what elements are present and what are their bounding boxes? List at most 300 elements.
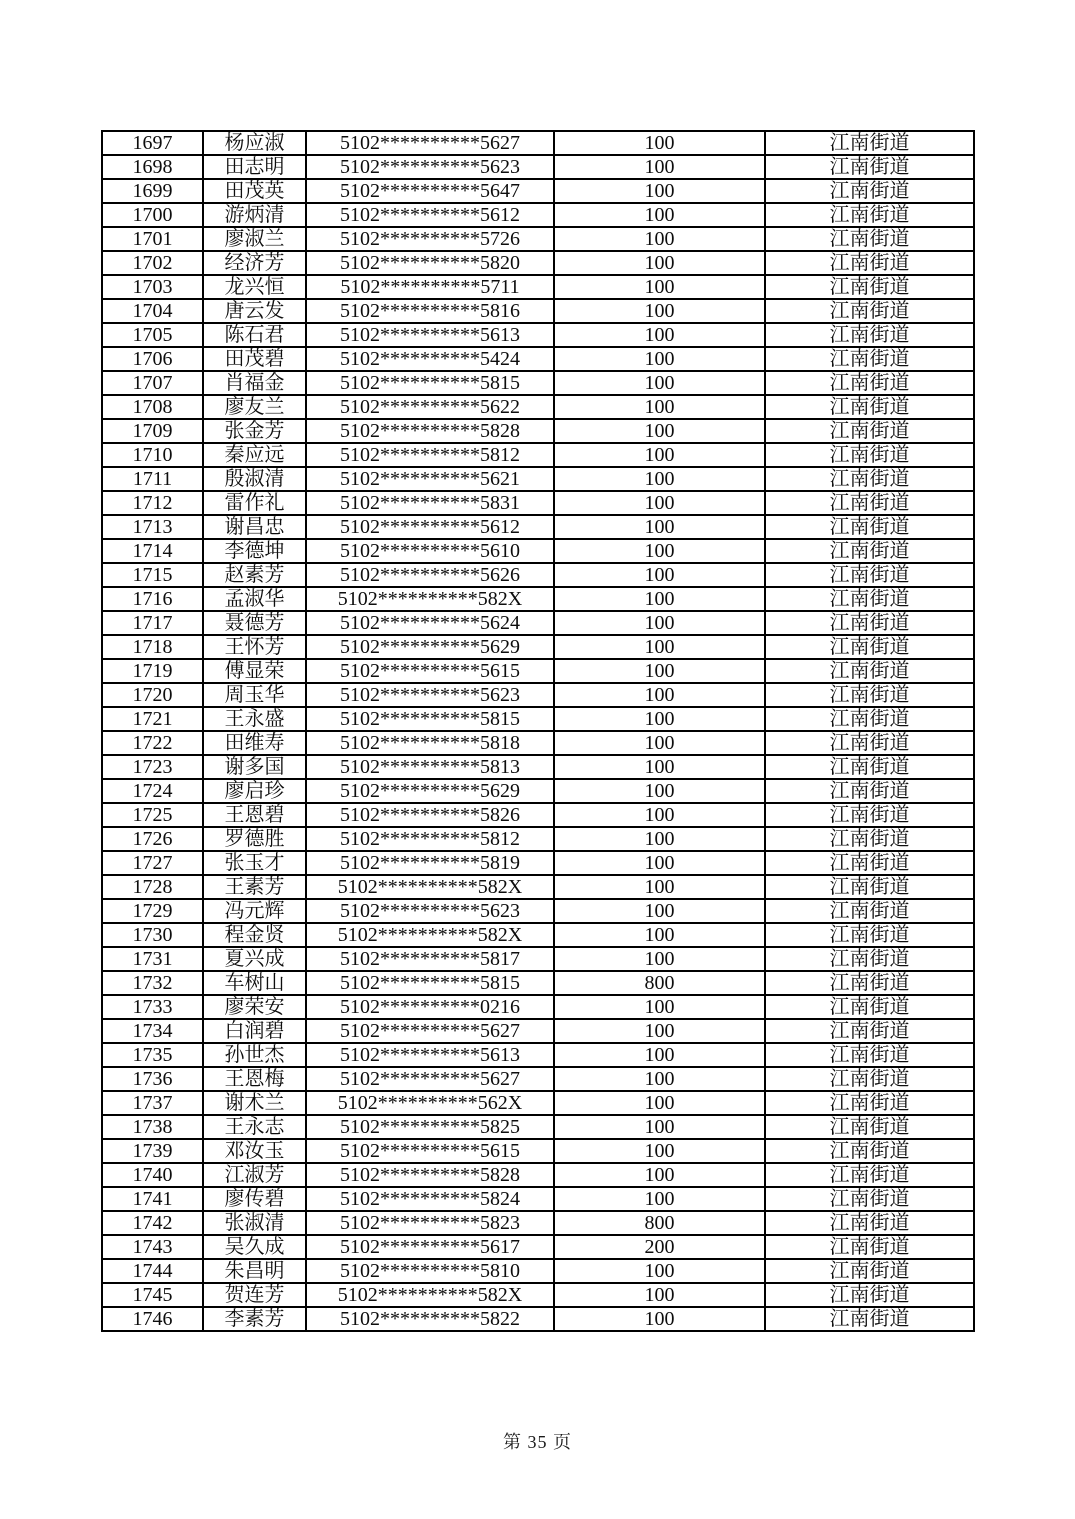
name-cell: 唐云发 xyxy=(203,299,306,323)
name-cell: 谢多国 xyxy=(203,755,306,779)
amount-cell: 100 xyxy=(554,443,765,467)
id-number-cell: 5102**********5828 xyxy=(306,419,554,443)
district-cell: 江南街道 xyxy=(765,155,974,179)
table-row xyxy=(102,683,974,707)
table-row xyxy=(102,995,974,1019)
amount-cell: 100 xyxy=(554,635,765,659)
amount-cell: 100 xyxy=(554,395,765,419)
table-row xyxy=(102,1283,974,1307)
row-number-cell: 1719 xyxy=(102,659,203,683)
district-cell: 江南街道 xyxy=(765,275,974,299)
district-cell: 江南街道 xyxy=(765,707,974,731)
name-cell: 孙世杰 xyxy=(203,1043,306,1067)
amount-cell: 100 xyxy=(554,995,765,1019)
row-number-cell: 1699 xyxy=(102,179,203,203)
id-number-cell: 5102**********5816 xyxy=(306,299,554,323)
name-cell: 冯元辉 xyxy=(203,899,306,923)
id-number-cell: 5102**********5815 xyxy=(306,971,554,995)
row-number-cell: 1744 xyxy=(102,1259,203,1283)
district-cell: 江南街道 xyxy=(765,419,974,443)
id-number-cell: 5102**********5824 xyxy=(306,1187,554,1211)
row-number-cell: 1698 xyxy=(102,155,203,179)
name-cell: 朱昌明 xyxy=(203,1259,306,1283)
district-cell: 江南街道 xyxy=(765,131,974,155)
id-number-cell: 5102**********5424 xyxy=(306,347,554,371)
id-number-cell: 5102**********5815 xyxy=(306,371,554,395)
row-number-cell: 1733 xyxy=(102,995,203,1019)
name-cell: 傅显荣 xyxy=(203,659,306,683)
row-number-cell: 1707 xyxy=(102,371,203,395)
amount-cell: 100 xyxy=(554,947,765,971)
name-cell: 田志明 xyxy=(203,155,306,179)
id-number-cell: 5102**********5612 xyxy=(306,515,554,539)
name-cell: 廖启珍 xyxy=(203,779,306,803)
amount-cell: 100 xyxy=(554,131,765,155)
name-cell: 孟淑华 xyxy=(203,587,306,611)
table-row xyxy=(102,515,974,539)
beneficiary-table xyxy=(101,130,975,1332)
name-cell: 雷作礼 xyxy=(203,491,306,515)
district-cell: 江南街道 xyxy=(765,1283,974,1307)
name-cell: 江淑芳 xyxy=(203,1163,306,1187)
amount-cell: 100 xyxy=(554,155,765,179)
district-cell: 江南街道 xyxy=(765,899,974,923)
table-row xyxy=(102,1187,974,1211)
district-cell: 江南街道 xyxy=(765,1259,974,1283)
table-row xyxy=(102,1139,974,1163)
row-number-cell: 1724 xyxy=(102,779,203,803)
id-number-cell: 5102**********5817 xyxy=(306,947,554,971)
amount-cell: 100 xyxy=(554,491,765,515)
id-number-cell: 5102**********5831 xyxy=(306,491,554,515)
row-number-cell: 1727 xyxy=(102,851,203,875)
name-cell: 李素芳 xyxy=(203,1307,306,1331)
row-number-cell: 1735 xyxy=(102,1043,203,1067)
table-row xyxy=(102,1019,974,1043)
name-cell: 杨应淑 xyxy=(203,131,306,155)
district-cell: 江南街道 xyxy=(765,227,974,251)
id-number-cell: 5102**********5627 xyxy=(306,131,554,155)
row-number-cell: 1743 xyxy=(102,1235,203,1259)
id-number-cell: 5102**********5823 xyxy=(306,1211,554,1235)
id-number-cell: 5102**********5624 xyxy=(306,611,554,635)
name-cell: 王恩碧 xyxy=(203,803,306,827)
table-row xyxy=(102,467,974,491)
district-cell: 江南街道 xyxy=(765,347,974,371)
name-cell: 夏兴成 xyxy=(203,947,306,971)
name-cell: 田茂碧 xyxy=(203,347,306,371)
row-number-cell: 1745 xyxy=(102,1283,203,1307)
table-row xyxy=(102,803,974,827)
amount-cell: 100 xyxy=(554,227,765,251)
table-row xyxy=(102,587,974,611)
table-row xyxy=(102,443,974,467)
name-cell: 王素芳 xyxy=(203,875,306,899)
row-number-cell: 1726 xyxy=(102,827,203,851)
row-number-cell: 1697 xyxy=(102,131,203,155)
row-number-cell: 1739 xyxy=(102,1139,203,1163)
id-number-cell: 5102**********5622 xyxy=(306,395,554,419)
id-number-cell: 5102**********5629 xyxy=(306,779,554,803)
id-number-cell: 5102**********582X xyxy=(306,923,554,947)
table-row xyxy=(102,731,974,755)
district-cell: 江南街道 xyxy=(765,1091,974,1115)
id-number-cell: 5102**********5815 xyxy=(306,707,554,731)
district-cell: 江南街道 xyxy=(765,299,974,323)
district-cell: 江南街道 xyxy=(765,1019,974,1043)
row-number-cell: 1712 xyxy=(102,491,203,515)
row-number-cell: 1701 xyxy=(102,227,203,251)
table-row xyxy=(102,875,974,899)
id-number-cell: 5102**********5726 xyxy=(306,227,554,251)
table-row xyxy=(102,347,974,371)
id-number-cell: 5102**********5818 xyxy=(306,731,554,755)
id-number-cell: 5102**********5623 xyxy=(306,899,554,923)
row-number-cell: 1730 xyxy=(102,923,203,947)
district-cell: 江南街道 xyxy=(765,803,974,827)
name-cell: 殷淑清 xyxy=(203,467,306,491)
id-number-cell: 5102**********5820 xyxy=(306,251,554,275)
row-number-cell: 1725 xyxy=(102,803,203,827)
district-cell: 江南街道 xyxy=(765,1163,974,1187)
district-cell: 江南街道 xyxy=(765,995,974,1019)
district-cell: 江南街道 xyxy=(765,923,974,947)
name-cell: 白润碧 xyxy=(203,1019,306,1043)
id-number-cell: 5102**********5613 xyxy=(306,1043,554,1067)
table-row xyxy=(102,1259,974,1283)
id-number-cell: 5102**********5627 xyxy=(306,1019,554,1043)
amount-cell: 100 xyxy=(554,299,765,323)
id-number-cell: 5102**********5810 xyxy=(306,1259,554,1283)
name-cell: 邓汝玉 xyxy=(203,1139,306,1163)
amount-cell: 100 xyxy=(554,1067,765,1091)
id-number-cell: 5102**********0216 xyxy=(306,995,554,1019)
amount-cell: 100 xyxy=(554,371,765,395)
table-row xyxy=(102,419,974,443)
amount-cell: 100 xyxy=(554,1091,765,1115)
district-cell: 江南街道 xyxy=(765,1307,974,1331)
id-number-cell: 5102**********562X xyxy=(306,1091,554,1115)
district-cell: 江南街道 xyxy=(765,467,974,491)
district-cell: 江南街道 xyxy=(765,971,974,995)
name-cell: 经济芳 xyxy=(203,251,306,275)
table-row xyxy=(102,371,974,395)
row-number-cell: 1722 xyxy=(102,731,203,755)
row-number-cell: 1704 xyxy=(102,299,203,323)
amount-cell: 100 xyxy=(554,323,765,347)
amount-cell: 100 xyxy=(554,515,765,539)
amount-cell: 100 xyxy=(554,1043,765,1067)
table-row xyxy=(102,323,974,347)
row-number-cell: 1703 xyxy=(102,275,203,299)
district-cell: 江南街道 xyxy=(765,635,974,659)
row-number-cell: 1714 xyxy=(102,539,203,563)
district-cell: 江南街道 xyxy=(765,179,974,203)
table-row xyxy=(102,971,974,995)
name-cell: 王恩梅 xyxy=(203,1067,306,1091)
district-cell: 江南街道 xyxy=(765,1235,974,1259)
amount-cell: 100 xyxy=(554,1259,765,1283)
name-cell: 肖福金 xyxy=(203,371,306,395)
row-number-cell: 1728 xyxy=(102,875,203,899)
amount-cell: 200 xyxy=(554,1235,765,1259)
district-cell: 江南街道 xyxy=(765,1187,974,1211)
table-row xyxy=(102,1307,974,1331)
table-row xyxy=(102,851,974,875)
amount-cell: 100 xyxy=(554,923,765,947)
amount-cell: 100 xyxy=(554,827,765,851)
name-cell: 周玉华 xyxy=(203,683,306,707)
table-row xyxy=(102,1067,974,1091)
id-number-cell: 5102**********5813 xyxy=(306,755,554,779)
id-number-cell: 5102**********5812 xyxy=(306,827,554,851)
page-number-footer: 第 35 页 xyxy=(503,1432,572,1452)
id-number-cell: 5102**********5711 xyxy=(306,275,554,299)
table-row xyxy=(102,227,974,251)
district-cell: 江南街道 xyxy=(765,443,974,467)
row-number-cell: 1711 xyxy=(102,467,203,491)
district-cell: 江南街道 xyxy=(765,203,974,227)
row-number-cell: 1715 xyxy=(102,563,203,587)
row-number-cell: 1732 xyxy=(102,971,203,995)
name-cell: 罗德胜 xyxy=(203,827,306,851)
district-cell: 江南街道 xyxy=(765,563,974,587)
id-number-cell: 5102**********5627 xyxy=(306,1067,554,1091)
amount-cell: 100 xyxy=(554,1307,765,1331)
district-cell: 江南街道 xyxy=(765,827,974,851)
row-number-cell: 1720 xyxy=(102,683,203,707)
name-cell: 程金贤 xyxy=(203,923,306,947)
name-cell: 谢昌忠 xyxy=(203,515,306,539)
amount-cell: 100 xyxy=(554,419,765,443)
row-number-cell: 1716 xyxy=(102,587,203,611)
table-row xyxy=(102,563,974,587)
district-cell: 江南街道 xyxy=(765,1067,974,1091)
amount-cell: 100 xyxy=(554,659,765,683)
name-cell: 廖友兰 xyxy=(203,395,306,419)
id-number-cell: 5102**********5617 xyxy=(306,1235,554,1259)
district-cell: 江南街道 xyxy=(765,539,974,563)
amount-cell: 100 xyxy=(554,1139,765,1163)
row-number-cell: 1742 xyxy=(102,1211,203,1235)
table-row xyxy=(102,299,974,323)
id-number-cell: 5102**********5629 xyxy=(306,635,554,659)
amount-cell: 100 xyxy=(554,731,765,755)
amount-cell: 100 xyxy=(554,275,765,299)
id-number-cell: 5102**********5621 xyxy=(306,467,554,491)
district-cell: 江南街道 xyxy=(765,755,974,779)
table-row xyxy=(102,779,974,803)
name-cell: 陈石君 xyxy=(203,323,306,347)
name-cell: 张淑清 xyxy=(203,1211,306,1235)
table-row xyxy=(102,707,974,731)
amount-cell: 100 xyxy=(554,1163,765,1187)
district-cell: 江南街道 xyxy=(765,611,974,635)
table-row xyxy=(102,1163,974,1187)
district-cell: 江南街道 xyxy=(765,779,974,803)
district-cell: 江南街道 xyxy=(765,659,974,683)
amount-cell: 100 xyxy=(554,347,765,371)
district-cell: 江南街道 xyxy=(765,1139,974,1163)
id-number-cell: 5102**********5826 xyxy=(306,803,554,827)
amount-cell: 100 xyxy=(554,803,765,827)
name-cell: 秦应远 xyxy=(203,443,306,467)
table-row xyxy=(102,275,974,299)
name-cell: 聂德芳 xyxy=(203,611,306,635)
row-number-cell: 1738 xyxy=(102,1115,203,1139)
table-row xyxy=(102,1211,974,1235)
amount-cell: 100 xyxy=(554,1115,765,1139)
row-number-cell: 1723 xyxy=(102,755,203,779)
name-cell: 田茂英 xyxy=(203,179,306,203)
name-cell: 张金芳 xyxy=(203,419,306,443)
name-cell: 王永志 xyxy=(203,1115,306,1139)
district-cell: 江南街道 xyxy=(765,683,974,707)
row-number-cell: 1734 xyxy=(102,1019,203,1043)
district-cell: 江南街道 xyxy=(765,947,974,971)
row-number-cell: 1700 xyxy=(102,203,203,227)
amount-cell: 100 xyxy=(554,755,765,779)
row-number-cell: 1740 xyxy=(102,1163,203,1187)
id-number-cell: 5102**********5612 xyxy=(306,203,554,227)
district-cell: 江南街道 xyxy=(765,1043,974,1067)
table-row xyxy=(102,1115,974,1139)
row-number-cell: 1729 xyxy=(102,899,203,923)
row-number-cell: 1736 xyxy=(102,1067,203,1091)
table-row xyxy=(102,395,974,419)
row-number-cell: 1705 xyxy=(102,323,203,347)
id-number-cell: 5102**********5825 xyxy=(306,1115,554,1139)
table-row xyxy=(102,755,974,779)
amount-cell: 100 xyxy=(554,707,765,731)
district-cell: 江南街道 xyxy=(765,251,974,275)
row-number-cell: 1708 xyxy=(102,395,203,419)
id-number-cell: 5102**********5623 xyxy=(306,683,554,707)
table-row xyxy=(102,827,974,851)
amount-cell: 100 xyxy=(554,1283,765,1307)
id-number-cell: 5102**********5615 xyxy=(306,1139,554,1163)
district-cell: 江南街道 xyxy=(765,323,974,347)
district-cell: 江南街道 xyxy=(765,491,974,515)
name-cell: 田维寿 xyxy=(203,731,306,755)
district-cell: 江南街道 xyxy=(765,1211,974,1235)
beneficiary-table-body xyxy=(102,131,974,1331)
row-number-cell: 1713 xyxy=(102,515,203,539)
table-row xyxy=(102,179,974,203)
district-cell: 江南街道 xyxy=(765,851,974,875)
name-cell: 李德坤 xyxy=(203,539,306,563)
row-number-cell: 1718 xyxy=(102,635,203,659)
row-number-cell: 1706 xyxy=(102,347,203,371)
name-cell: 张玉才 xyxy=(203,851,306,875)
id-number-cell: 5102**********582X xyxy=(306,1283,554,1307)
table-row xyxy=(102,131,974,155)
name-cell: 王永盛 xyxy=(203,707,306,731)
name-cell: 廖淑兰 xyxy=(203,227,306,251)
amount-cell: 100 xyxy=(554,899,765,923)
id-number-cell: 5102**********5819 xyxy=(306,851,554,875)
table-row xyxy=(102,635,974,659)
table-row xyxy=(102,659,974,683)
table-row xyxy=(102,491,974,515)
name-cell: 赵素芳 xyxy=(203,563,306,587)
name-cell: 车树山 xyxy=(203,971,306,995)
row-number-cell: 1710 xyxy=(102,443,203,467)
amount-cell: 100 xyxy=(554,251,765,275)
id-number-cell: 5102**********5812 xyxy=(306,443,554,467)
amount-cell: 100 xyxy=(554,851,765,875)
name-cell: 廖荣安 xyxy=(203,995,306,1019)
amount-cell: 100 xyxy=(554,467,765,491)
district-cell: 江南街道 xyxy=(765,731,974,755)
name-cell: 龙兴恒 xyxy=(203,275,306,299)
table-row xyxy=(102,1043,974,1067)
amount-cell: 100 xyxy=(554,1019,765,1043)
row-number-cell: 1746 xyxy=(102,1307,203,1331)
table-row xyxy=(102,539,974,563)
amount-cell: 100 xyxy=(554,179,765,203)
name-cell: 王怀芳 xyxy=(203,635,306,659)
name-cell: 游炳清 xyxy=(203,203,306,227)
amount-cell: 100 xyxy=(554,875,765,899)
district-cell: 江南街道 xyxy=(765,587,974,611)
amount-cell: 800 xyxy=(554,971,765,995)
table-row xyxy=(102,1091,974,1115)
row-number-cell: 1731 xyxy=(102,947,203,971)
table-row xyxy=(102,611,974,635)
amount-cell: 100 xyxy=(554,563,765,587)
id-number-cell: 5102**********582X xyxy=(306,875,554,899)
id-number-cell: 5102**********5822 xyxy=(306,1307,554,1331)
row-number-cell: 1721 xyxy=(102,707,203,731)
district-cell: 江南街道 xyxy=(765,515,974,539)
name-cell: 吴久成 xyxy=(203,1235,306,1259)
table-row xyxy=(102,203,974,227)
amount-cell: 100 xyxy=(554,683,765,707)
name-cell: 贺连芳 xyxy=(203,1283,306,1307)
row-number-cell: 1702 xyxy=(102,251,203,275)
table-row xyxy=(102,899,974,923)
amount-cell: 100 xyxy=(554,539,765,563)
amount-cell: 100 xyxy=(554,587,765,611)
id-number-cell: 5102**********5647 xyxy=(306,179,554,203)
id-number-cell: 5102**********582X xyxy=(306,587,554,611)
table-row xyxy=(102,947,974,971)
row-number-cell: 1737 xyxy=(102,1091,203,1115)
amount-cell: 100 xyxy=(554,611,765,635)
table-row xyxy=(102,155,974,179)
id-number-cell: 5102**********5623 xyxy=(306,155,554,179)
id-number-cell: 5102**********5828 xyxy=(306,1163,554,1187)
id-number-cell: 5102**********5613 xyxy=(306,323,554,347)
amount-cell: 800 xyxy=(554,1211,765,1235)
district-cell: 江南街道 xyxy=(765,875,974,899)
district-cell: 江南街道 xyxy=(765,1115,974,1139)
district-cell: 江南街道 xyxy=(765,371,974,395)
row-number-cell: 1709 xyxy=(102,419,203,443)
table-row xyxy=(102,1235,974,1259)
id-number-cell: 5102**********5615 xyxy=(306,659,554,683)
row-number-cell: 1717 xyxy=(102,611,203,635)
name-cell: 廖传碧 xyxy=(203,1187,306,1211)
name-cell: 谢术兰 xyxy=(203,1091,306,1115)
amount-cell: 100 xyxy=(554,779,765,803)
id-number-cell: 5102**********5626 xyxy=(306,563,554,587)
table-row xyxy=(102,923,974,947)
row-number-cell: 1741 xyxy=(102,1187,203,1211)
id-number-cell: 5102**********5610 xyxy=(306,539,554,563)
district-cell: 江南街道 xyxy=(765,395,974,419)
